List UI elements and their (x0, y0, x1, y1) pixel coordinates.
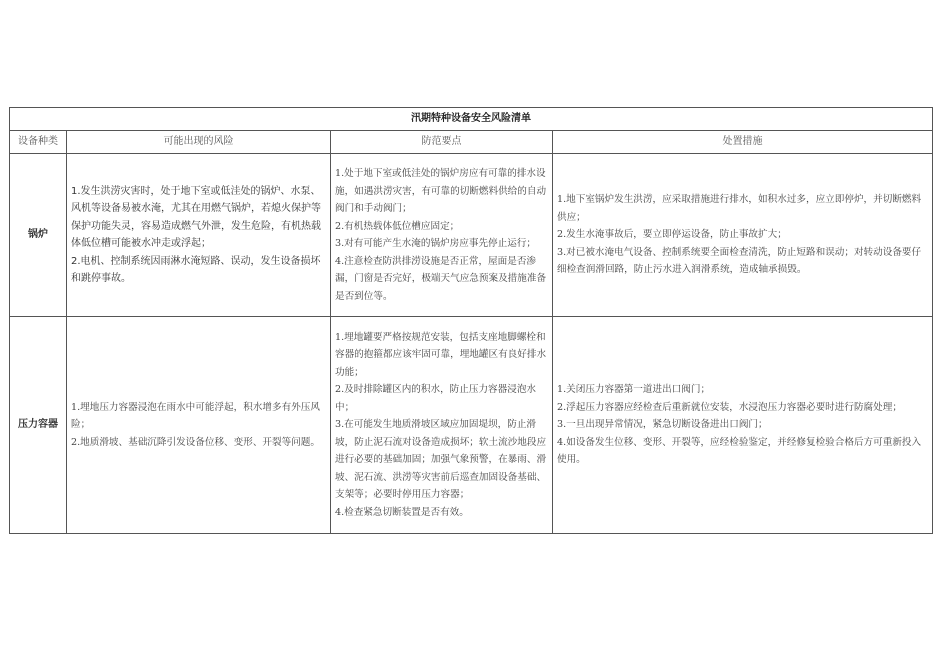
prevention-item: 3.在可能发生地质滑坡区域应加固堤坝，防止滑坡，防止泥石流对设备造成损坏；软土流沙地段应进行必要的基础加固；加强气象预警，在暴雨、滑坡、泥石流、洪涝等灾害前后巡查加固设备基础、支架等；必要时停用压力容器； (335, 419, 547, 501)
prevention-item: 2.及时排除罐区内的积水，防止压力容器浸泡水中； (335, 384, 537, 413)
prevention-item: 4.注意检查防洪排涝设施是否正常，屋面是否渗漏，门窗是否完好，极端天气应急预案及措施准备是否到位等。 (335, 255, 547, 302)
measure-item: 3.对已被水淹电气设备、控制系统要全面检查清洗，防止短路和误动；对转动设备要仔细检查润滑回路，防止污水进入润滑系统，造成轴承损毁。 (557, 246, 922, 276)
prevention-item: 2.有机热载体低位槽应固定； (335, 220, 460, 232)
risk-item: 1.发生洪涝灾害时，处于地下室或低洼处的锅炉、水泵、风机等设备易被水淹，尤其在用燃气锅炉，若熄火保护等保护功能失灵，容易造成燃气外泄，发生危险，有机热载体低位槽可能被水冲走或浮起； (71, 185, 321, 249)
measure-item: 3.一旦出现异常情况，紧急切断设备进出口阀门； (557, 419, 768, 431)
header-prevention: 防范要点 (331, 131, 553, 154)
table-title: 汛期特种设备安全风险清单 (10, 108, 933, 131)
prevention-item: 4.检查紧急切断装置是否有效。 (335, 506, 469, 518)
prevention-cell (331, 154, 553, 317)
measure-item: 1.关闭压力容器第一道进出口阀门； (557, 384, 711, 396)
measure-item: 2.发生水淹事故后，要立即停运设备，防止事故扩大； (557, 229, 787, 241)
measure-item: 2.浮起压力容器应经检查后重新就位安装，水浸泡压力容器必要时进行防腐处理； (557, 401, 902, 413)
risks-cell (67, 317, 331, 534)
measure-item: 1.地下室锅炉发生洪涝，应采取措施进行排水，如积水过多，应立即停炉，并切断燃料供应； (557, 194, 922, 223)
prevention-item: 1.埋地罐要严格按规范安装，包括支座地脚螺栓和容器的抱箍都应该牢固可靠，埋地罐区有良好排水功能； (335, 331, 547, 378)
risk-item: 2.电机、控制系统因雨淋水淹短路、误动，发生设备损坏和跳停事故。 (71, 255, 321, 284)
risk-item: 1.埋地压力容器浸泡在雨水中可能浮起，积水增多有外压风险； (71, 401, 320, 431)
header-risks: 可能出现的风险 (67, 131, 331, 154)
device-kind: 锅炉 (10, 154, 67, 317)
measures-cell (553, 317, 933, 534)
measure-item: 4.如设备发生位移、变形、开裂等，应经检验鉴定，并经修复检验合格后方可重新投入使用。 (557, 436, 922, 466)
header-measures: 处置措施 (553, 131, 933, 154)
measures-cell (553, 154, 933, 317)
risk-table (9, 107, 933, 534)
table-row (10, 317, 933, 534)
risk-item: 2.地质滑坡、基础沉降引发设备位移、变形、开裂等问题。 (71, 436, 320, 448)
table-row (10, 154, 933, 317)
prevention-item: 3.对有可能产生水淹的锅炉房应事先停止运行； (335, 238, 537, 249)
device-kind: 压力容器 (10, 317, 67, 534)
prevention-cell (331, 317, 553, 534)
risks-cell (67, 154, 331, 317)
header-kind: 设备种类 (10, 131, 67, 154)
prevention-item: 1.处于地下室或低洼处的锅炉房应有可靠的排水设施，如遇洪涝灾害，有可靠的切断燃料供给的自动阀门和手动阀门； (335, 168, 547, 214)
header-row (10, 131, 933, 154)
table-title-row (10, 108, 933, 131)
